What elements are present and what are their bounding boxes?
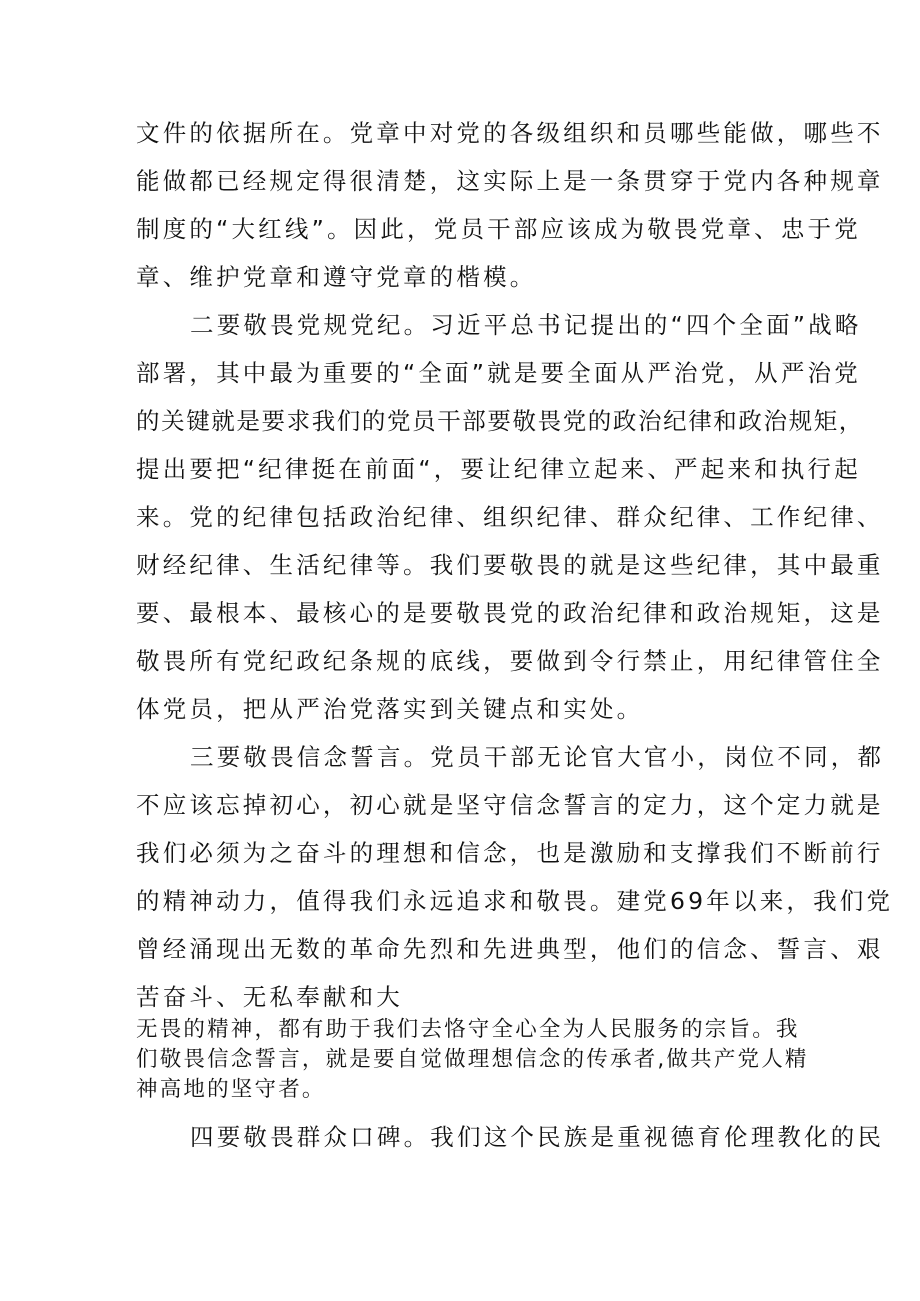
text-line: 们敬畏信念誓言，就是要自觉做理想信念的传承者,做共产党人精 bbox=[136, 1047, 809, 1072]
text-line: 体党员，把从严治党落实到关键点和实处。 bbox=[136, 695, 644, 723]
text-line: 要、最根本、最核心的是要敬畏党的政治纪律和政治规矩，这是 bbox=[136, 599, 884, 627]
text-line: 来。党的纪律包括政治纪律、组织纪律、群众纪律、工作纪律、 bbox=[136, 503, 884, 531]
text-line: 曾经涌现出无数的革命先烈和先进典型，他们的信念、誓言、艰 bbox=[136, 935, 884, 963]
text-line: 的关键就是要求我们的党员干部要敬畏党的政治纪律和政治规矩， bbox=[136, 407, 864, 435]
text-line: 的精神动力，值得我们永远追求和敬畏。建党69年以来，我们党 bbox=[136, 887, 894, 915]
paragraph-start: 四要敬畏群众口碑。我们这个民族是重视德育伦理教化的民 bbox=[190, 1123, 885, 1151]
text-line: 我们必须为之奋斗的理想和信念，也是激励和支撑我们不断前行 bbox=[136, 839, 884, 867]
text-line: 苦奋斗、无私奉献和大 bbox=[136, 983, 403, 1011]
paragraph-start: 二要敬畏党规党纪。习近平总书记提出的“四个全面”战略 bbox=[190, 311, 862, 339]
text-line: 神高地的坚守者。 bbox=[136, 1077, 326, 1102]
text-line: 不应该忘掉初心，初心就是坚守信念誓言的定力，这个定力就是 bbox=[136, 791, 884, 819]
paragraph-start: 三要敬畏信念誓言。党员干部无论官大官小，岗位不同，都 bbox=[190, 743, 885, 771]
text-line: 提出要把“纪律挺在前面“，要让纪律立起来、严起来和执行起 bbox=[136, 455, 861, 483]
text-line: 能做都已经规定得很清楚，这实际上是一条贯穿于党内各种规章 bbox=[136, 167, 884, 195]
text-line: 敬畏所有党纪政纪条规的底线，要做到令行禁止，用纪律管住全 bbox=[136, 647, 884, 675]
text-line: 财经纪律、生活纪律等。我们要敬畏的就是这些纪律，其中最重 bbox=[136, 551, 884, 579]
text-line: 无畏的精神，都有助于我们去恪守全心全为人民服务的宗旨。我 bbox=[136, 1017, 800, 1042]
text-line: 部署，其中最为重要的“全面”就是要全面从严治党，从严治党 bbox=[136, 359, 861, 387]
text-line: 章、维护党章和遵守党章的楷模。 bbox=[136, 263, 537, 291]
text-line: 制度的“大红线”。因此，党员干部应该成为敬畏党章、忠于党 bbox=[136, 215, 861, 243]
text-line: 文件的依据所在。党章中对党的各级组织和员哪些能做，哪些不 bbox=[136, 119, 884, 147]
